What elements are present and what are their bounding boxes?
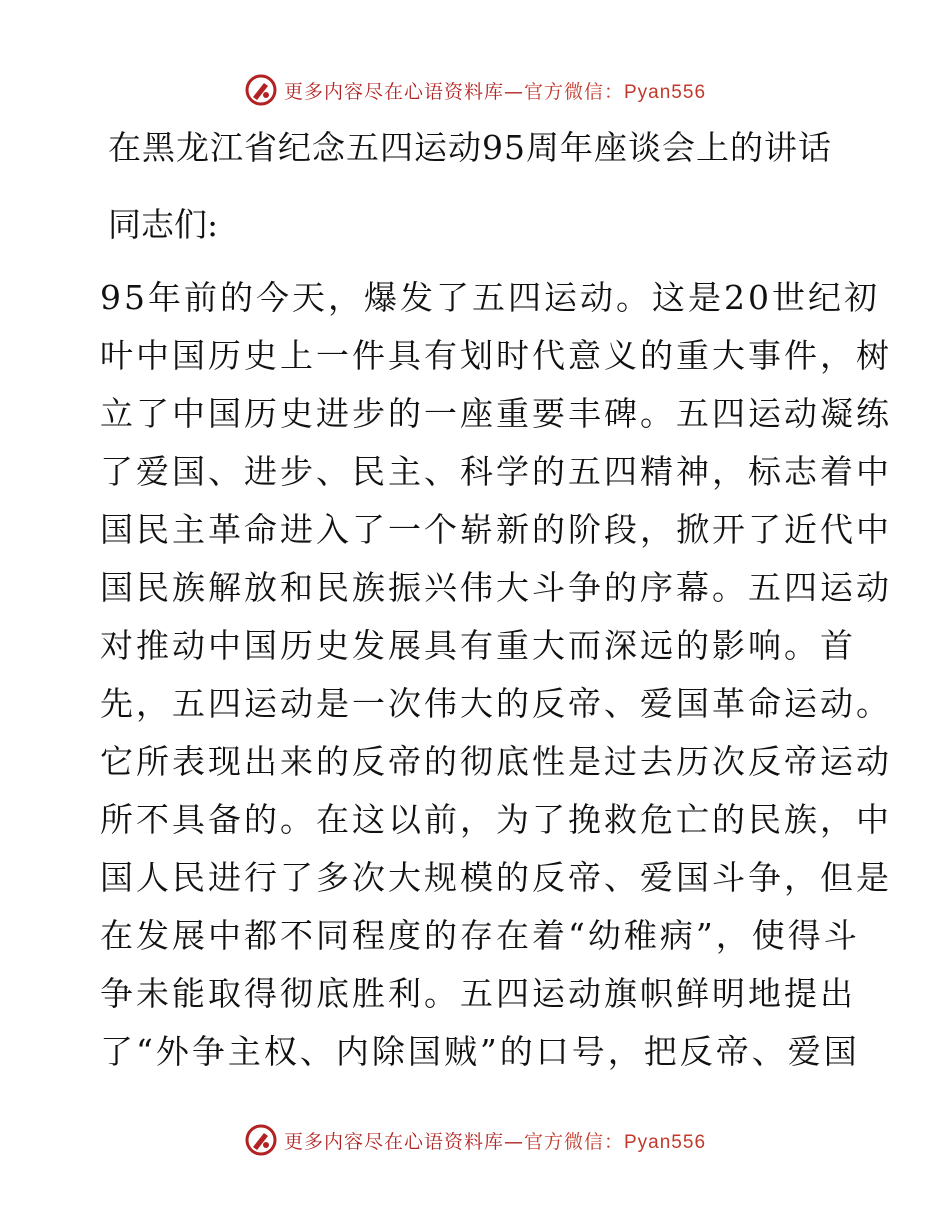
body-line: 了“外争主权、内除国贼”的口号，把反帝、爱国 — [100, 1032, 860, 1071]
watermark-label: 官方微信： — [523, 80, 624, 103]
footer-watermark — [0, 1120, 950, 1160]
body-line: 国民族解放和民族振兴伟大斗争的序幕。五四运动 — [100, 568, 892, 607]
body-line: 先，五四运动是一次伟大的反帝、爱国革命运动。 — [100, 684, 892, 723]
body-line: 在发展中都不同程度的存在着“幼稚病”，使得斗 — [100, 916, 860, 955]
watermark-label: 官方微信： — [523, 1130, 624, 1153]
body-line: 国人民进行了多次大规模的反帝、爱国斗争，但是 — [100, 858, 892, 897]
watermark-site: 更多内容尽在心语资料库 — [283, 1130, 504, 1153]
watermark-text — [284, 77, 706, 104]
body-line: 对推动中国历史发展具有重大而深远的影响。首 — [100, 626, 856, 665]
document-title: 在黑龙江省纪念五四运动95周年座谈会上的讲话 — [108, 128, 832, 167]
brand-logo-icon — [244, 1123, 278, 1157]
brand-logo-icon — [244, 73, 278, 107]
header-watermark — [0, 70, 950, 110]
watermark-text — [284, 1127, 706, 1154]
body-line: 95年前的今天，爆发了五四运动。这是20世纪初 — [100, 278, 880, 317]
body-line: 叶中国历史上一件具有划时代意义的重大事件，树 — [100, 336, 892, 375]
body-line: 了爱国、进步、民主、科学的五四精神，标志着中 — [100, 452, 892, 491]
watermark-separator: — — [503, 80, 524, 103]
watermark-wechat-id: Pyan556 — [624, 1131, 707, 1153]
watermark-site: 更多内容尽在心语资料库 — [283, 80, 504, 103]
watermark-wechat-id: Pyan556 — [624, 81, 707, 103]
body-line: 争未能取得彻底胜利。五四运动旗帜鲜明地提出 — [100, 974, 856, 1013]
body-line: 立了中国历史进步的一座重要丰碑。五四运动凝练 — [100, 394, 892, 433]
salutation: 同志们: — [108, 205, 219, 244]
body-line: 它所表现出来的反帝的彻底性是过去历次反帝运动 — [100, 742, 892, 781]
body-line: 所不具备的。在这以前，为了挽救危亡的民族，中 — [100, 800, 892, 839]
watermark-separator: — — [503, 1130, 524, 1153]
body-line: 国民主革命进入了一个崭新的阶段，掀开了近代中 — [100, 510, 892, 549]
